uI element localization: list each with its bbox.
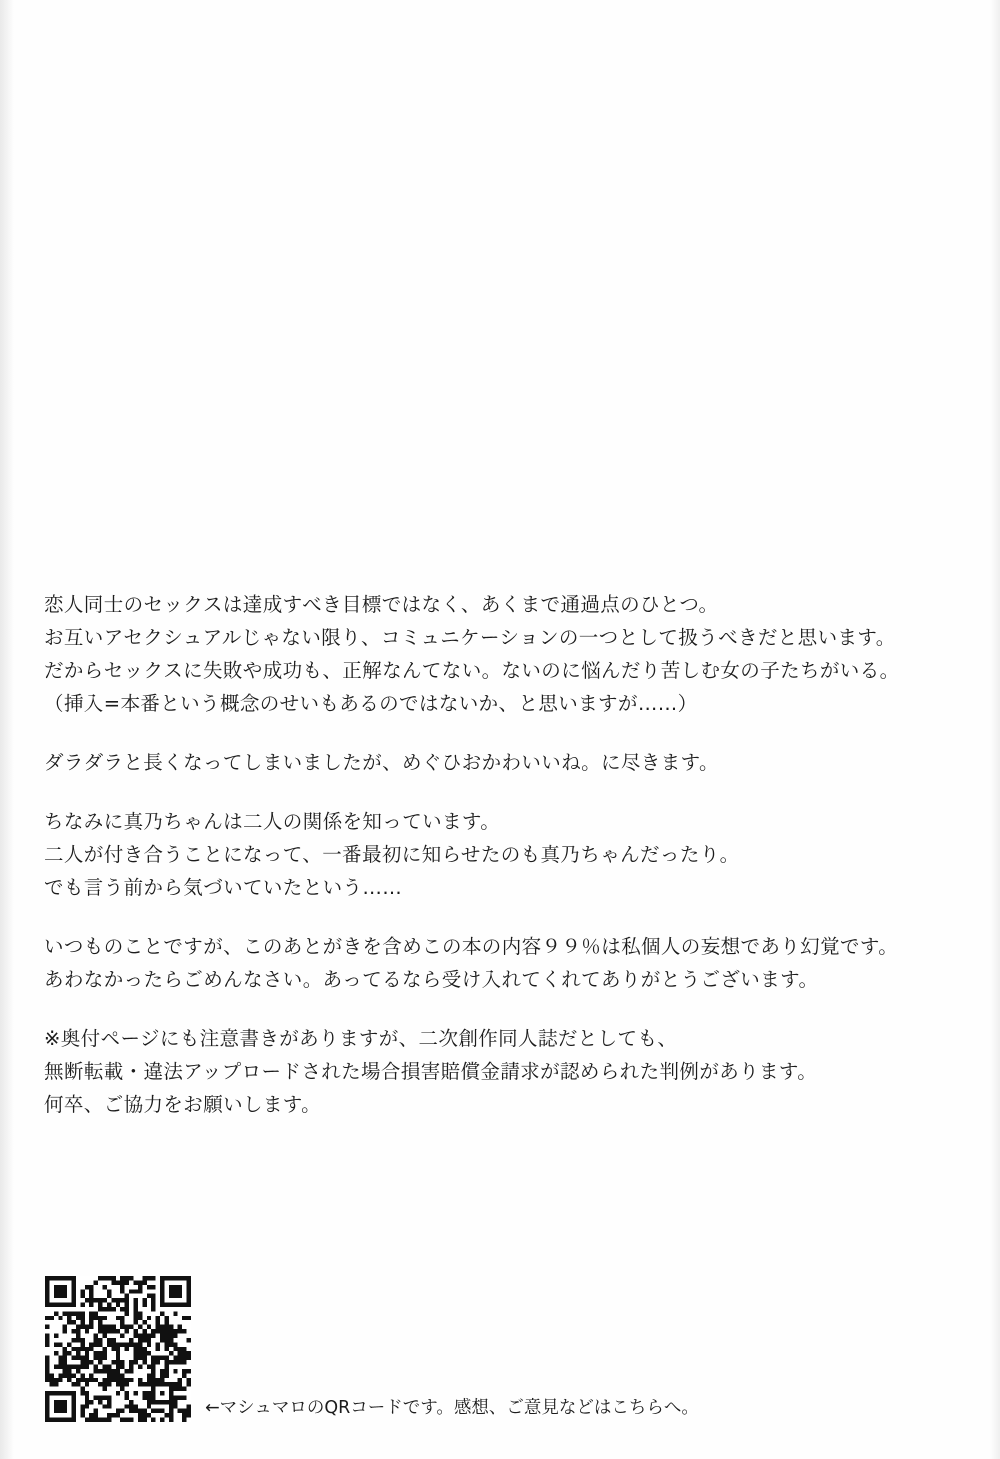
text-line: ※奥付ページにも注意書きがありますが、二次創作同人誌だとしても、 [44,1027,678,1050]
text-line: 何卒、ご協力をお願いします。 [44,1093,322,1116]
paragraph-3 [44,805,944,904]
text-line: だからセックスに失敗や成功も、正解なんてない。ないのに悩んだり苦しむ女の子たちがいる。 [44,659,900,682]
text-line: いつものことですが、このあとがきを含めこの本の内容９９％は私個人の妄想であり幻覚です。 [44,935,899,958]
paragraph-4 [44,930,944,996]
text-line: （挿入=本番という概念のせいもあるのではないか、と思いますが……） [44,692,698,715]
qr-code-caption: ←マシュマロのQRコードです。感想、ご意見などはこちらへ。 [205,1398,699,1418]
text-line: 二人が付き合うことになって、一番最初に知らせたのも真乃ちゃんだったり。 [44,843,740,866]
paragraph-1 [44,588,944,720]
text-line: でも言う前から気づいていたという…… [44,876,403,899]
afterword-text-block [44,588,944,1121]
text-line: ちなみに真乃ちゃんは二人の関係を知っています。 [44,810,501,833]
text-line: 恋人同士のセックスは達成すべき目標ではなく、あくまで通過点のひとつ。 [44,593,719,616]
text-line: あわなかったらごめんなさい。あってるなら受け入れてくれてありがとうございます。 [44,968,819,991]
qr-code-icon[interactable] [45,1276,191,1422]
qr-code-block [45,1276,699,1422]
text-line: ダラダラと長くなってしまいましたが、めぐひおかわいいね。に尽きます。 [44,751,719,774]
text-line: お互いアセクシュアルじゃない限り、コミュニケーションの一つとして扱うべきだと思います。 [44,626,896,649]
text-line: 無断転載・違法アップロードされた場合損害賠償金請求が認められた判例があります。 [44,1060,818,1083]
paragraph-2 [44,746,944,779]
paragraph-5 [44,1022,944,1121]
